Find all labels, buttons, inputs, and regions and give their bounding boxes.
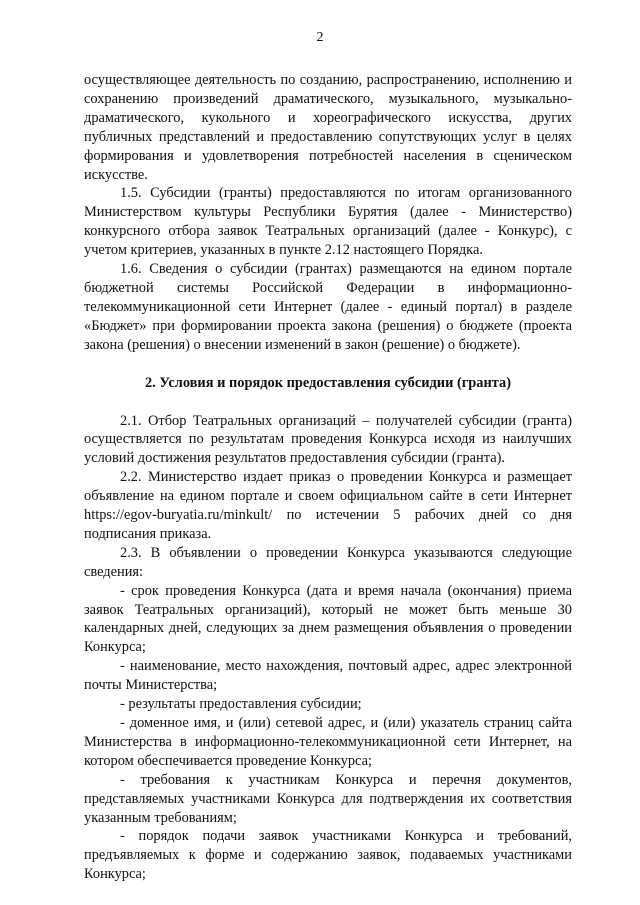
list-item-domain: - доменное имя, и (или) сетевой адрес, и (или) указатель страниц сайта Министерства в информационно-телекоммуникационной сети Интернет, на котором обеспечивается проведение Конкурса; <box>84 715 572 769</box>
list-item-requirements: - требования к участникам Конкурса и перечня документов, представляемых участниками Конкурса для подтверждения их соответствия указанным требованиям; <box>84 771 572 826</box>
paragraph-2-1: 2.1. Отбор Театральных организаций – получателей субсидии (гранта) осуществляется по результатам проведения Конкурса исходя из наилучших условий достижения результатов предоставления субсидии (гранта). <box>84 412 572 467</box>
list-item-deadline: - срок проведения Конкурса (дата и время начала (окончания) приема заявок Театральных организаций), который не может быть меньше 30 календарных дней, следующих за днем размещения объявления о проведении Конкурса; <box>84 582 572 656</box>
list-item-contacts: - наименование, место нахождения, почтовый адрес, адрес электронной почты Министерства; <box>84 658 572 694</box>
paragraph-continuation: осуществляющее деятельность по созданию, распространению, исполнению и сохранению произведений драматического, музыкального, музыкально-драматического, кукольного и хореографического искусства, других публичных представлений и предоставлению сопутствующих услуг в целях формирования и удовлетворения потребностей населения в сценическом искусстве. <box>84 72 572 183</box>
list-item-application-order: - порядок подачи заявок участниками Конкурса и требований, предъявляемых к форме и содержанию заявок, подаваемых участниками Конкурса; <box>84 828 572 883</box>
section-heading: 2. Условия и порядок предоставления субсидии (гранта) <box>144 374 512 391</box>
page-number: 2 <box>316 30 324 45</box>
paragraph-2-3: 2.3. В объявлении о проведении Конкурса указываются следующие сведения: <box>84 544 572 580</box>
paragraph-2-2: 2.2. Министерство издает приказ о проведении Конкурса и размещает объявление на едином портале и своем официальном сайте в сети Интернет https://egov-buryatia.ru/minkult/ по истечении 5 рабочих дней со дня подписания приказа. <box>84 469 572 542</box>
paragraph-1-6: 1.6. Сведения о субсидии (грантах) размещаются на едином портале бюджетной системы Российской Федерации в информационно-телекоммуникационной сети Интернет (далее - единый портал) в разделе «Бюджет» при формировании проекта закона (решения) о бюджете (проекта закона (решения) о внесении изменений в закон (решение) о бюджете). <box>84 261 572 353</box>
document-body <box>84 71 572 884</box>
list-item-results: - результаты предоставления субсидии; <box>120 696 362 713</box>
paragraph-1-5: 1.5. Субсидии (гранты) предоставляются по итогам организованного Министерством культуры Республики Бурятия (далее - Министерство) конкурсного отбора заявок Театральных организаций (далее - Конкурс), с учетом критериев, указанных в пункте 2.12 настоящего Порядка. <box>84 185 572 259</box>
